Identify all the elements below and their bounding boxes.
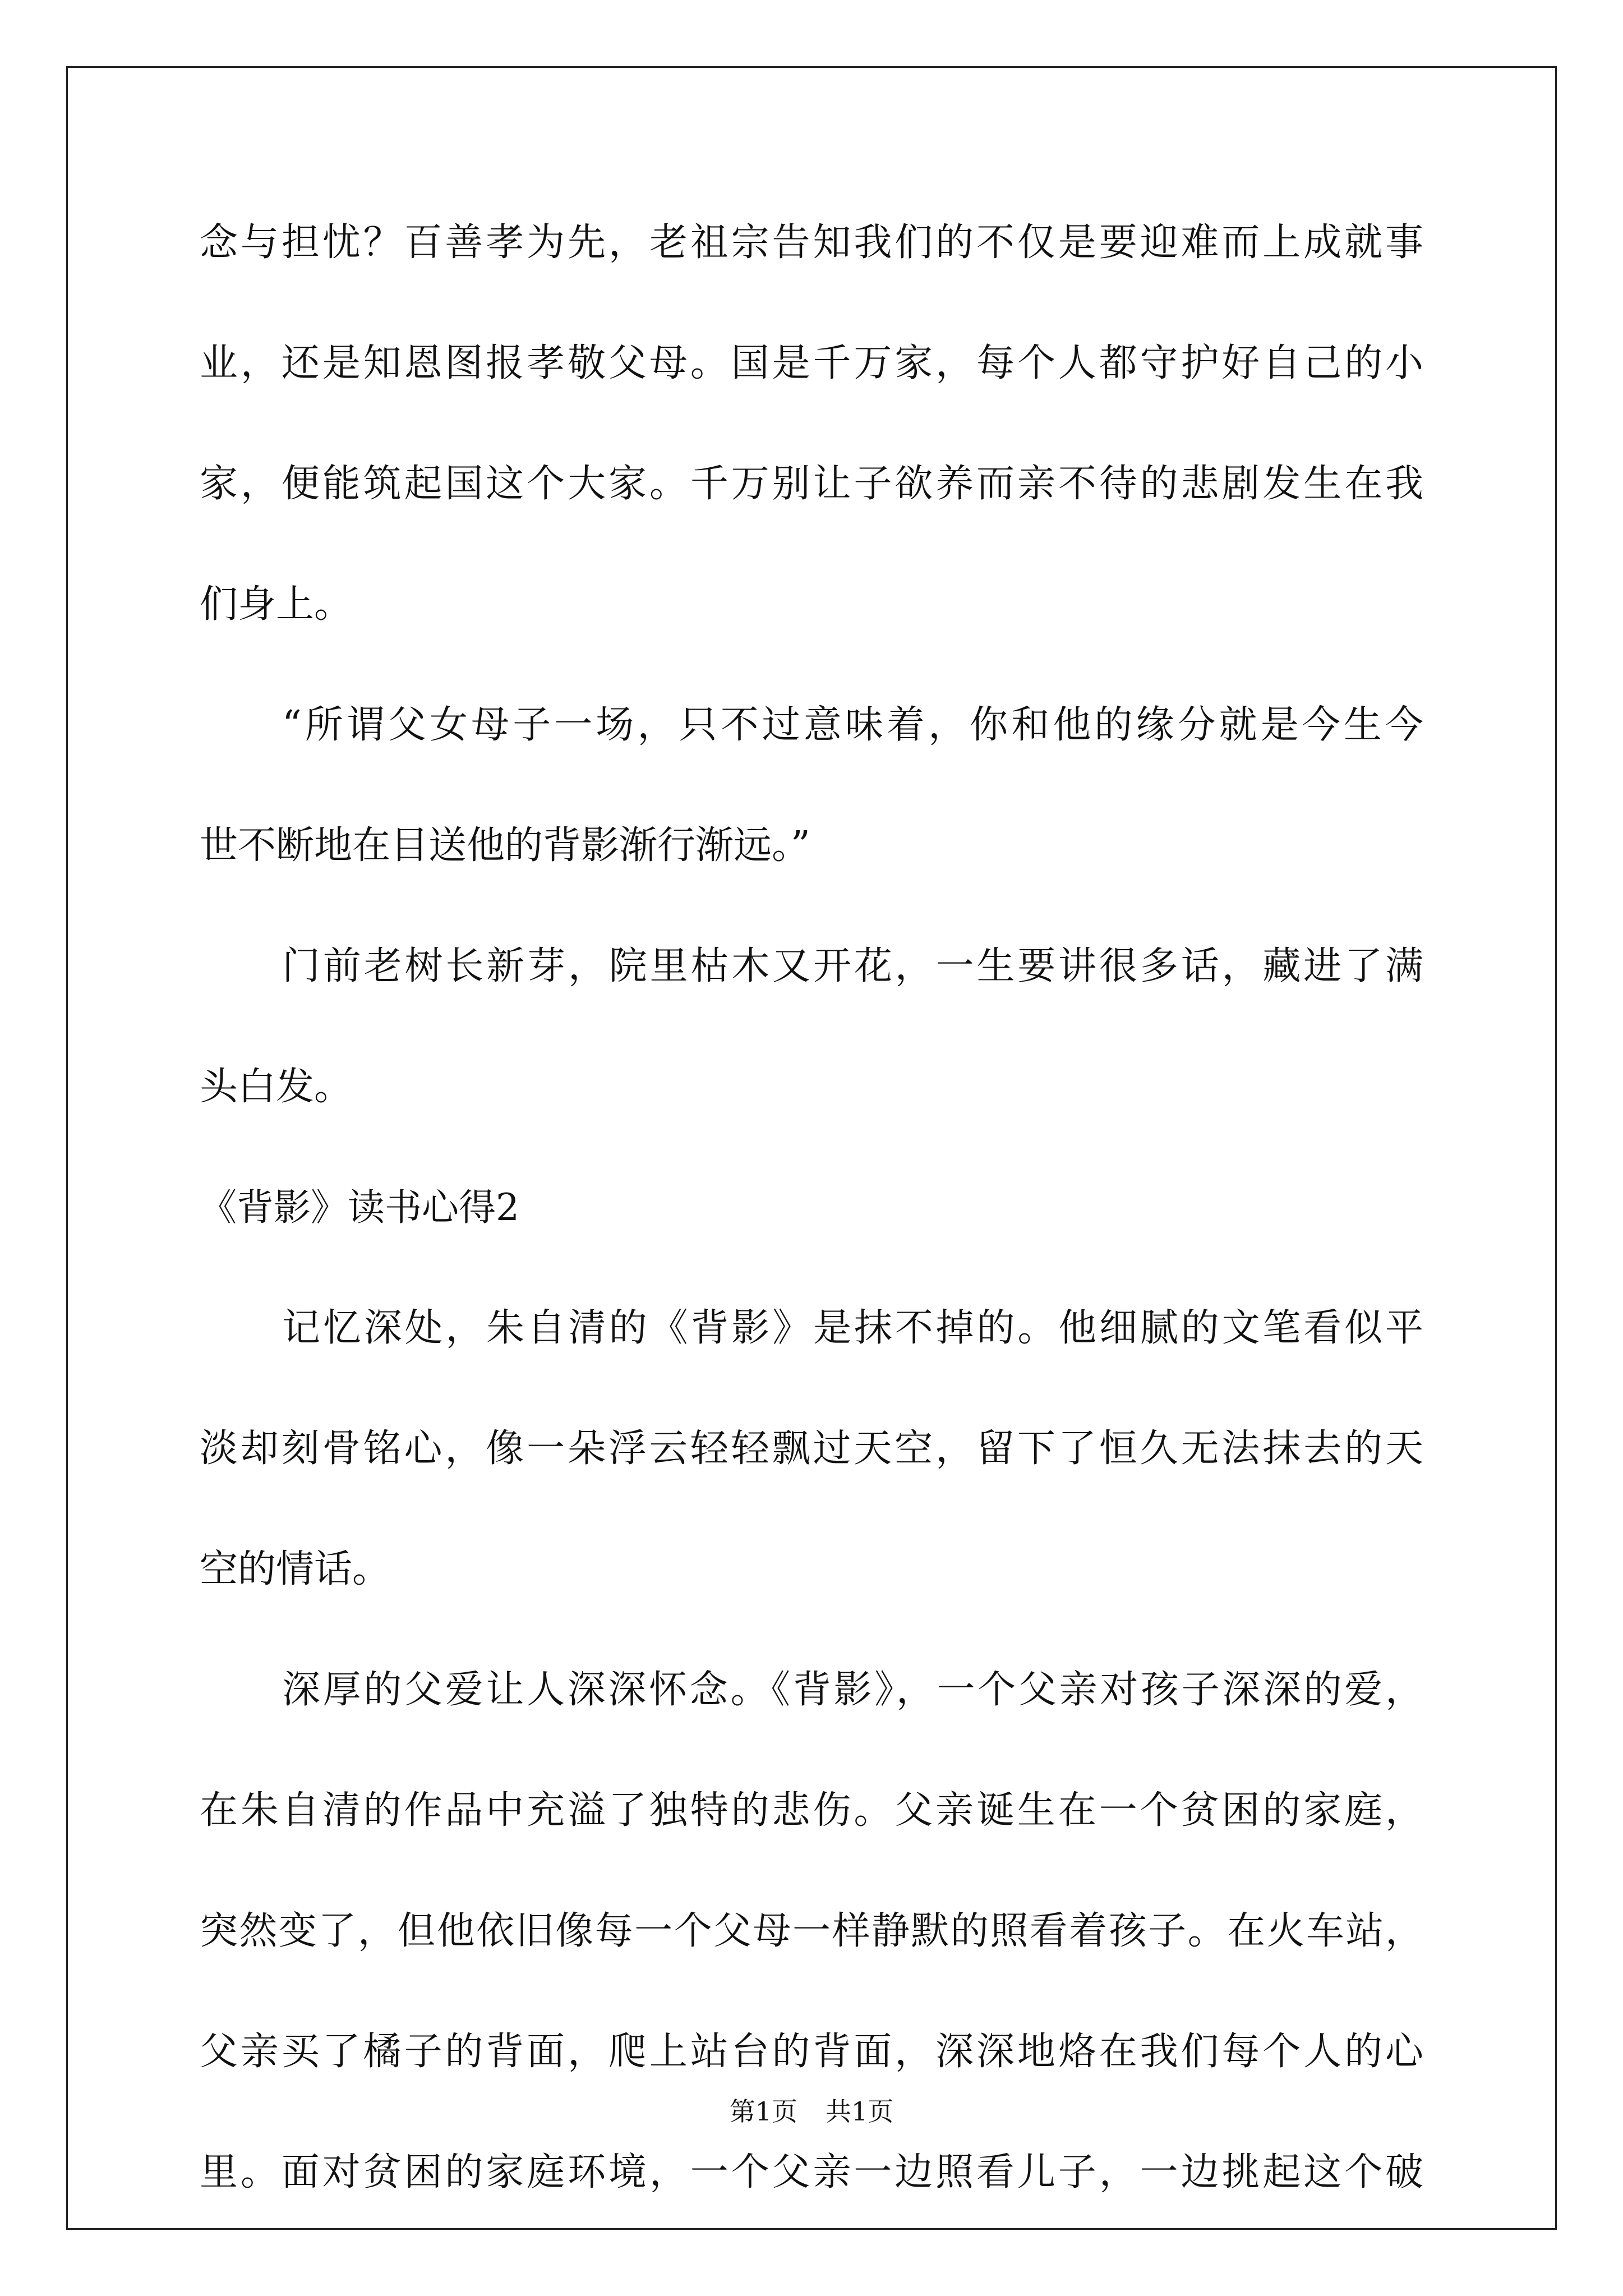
text-line: 们身上。 bbox=[200, 582, 353, 627]
section-heading: 《背影》读书心得2 bbox=[200, 1186, 519, 1229]
text-line-indented: 深厚的父爱让人深深怀念。《背影》，一个父亲对孩子深深的爱， bbox=[282, 1668, 1423, 1712]
text-line: 世不断地在目送他的背影渐行渐远。” bbox=[200, 823, 810, 868]
text-line-indented: 门前老树长新芽，院里枯木又开花，一生要讲很多话，藏进了满 bbox=[282, 944, 1423, 988]
text-line: 在朱自清的作品中充溢了独特的悲伤。父亲诞生在一个贫困的家庭， bbox=[200, 1788, 1423, 1833]
text-line: 父亲买了橘子的背面，爬上站台的背面，深深地烙在我们每个人的心 bbox=[200, 2030, 1423, 2074]
text-line: 家，便能筑起国这个大家。千万别让子欲养而亲不待的悲剧发生在我 bbox=[200, 462, 1423, 506]
text-line: 空的情话。 bbox=[200, 1547, 391, 1591]
text-line: 业，还是知恩图报孝敬父母。国是千万家，每个人都守护好自己的小 bbox=[200, 341, 1423, 385]
page-footer bbox=[0, 2095, 1623, 2128]
page-total: 共1页 bbox=[826, 2096, 894, 2127]
text-line-indented: 记忆深处，朱自清的《背影》是抹不掉的。他细腻的文笔看似平 bbox=[282, 1306, 1423, 1350]
page-number: 第1页 bbox=[729, 2096, 797, 2127]
text-line: 突然变了，但他依旧像每一个父母一样静默的照看着孩子。在火车站， bbox=[200, 1909, 1423, 1953]
text-line: 淡却刻骨铭心，像一朵浮云轻轻飘过天空，留下了恒久无法抹去的天 bbox=[200, 1427, 1423, 1471]
text-line: 头白发。 bbox=[200, 1065, 353, 1109]
text-line: 念与担忧？百善孝为先，老祖宗告知我们的不仅是要迎难而上成就事 bbox=[200, 220, 1423, 265]
text-line-indented: “所谓父女母子一场，只不过意味着，你和他的缘分就是今生今 bbox=[282, 703, 1423, 747]
text-line: 里。面对贫困的家庭环境，一个父亲一边照看儿子，一边挑起这个破 bbox=[200, 2150, 1423, 2194]
